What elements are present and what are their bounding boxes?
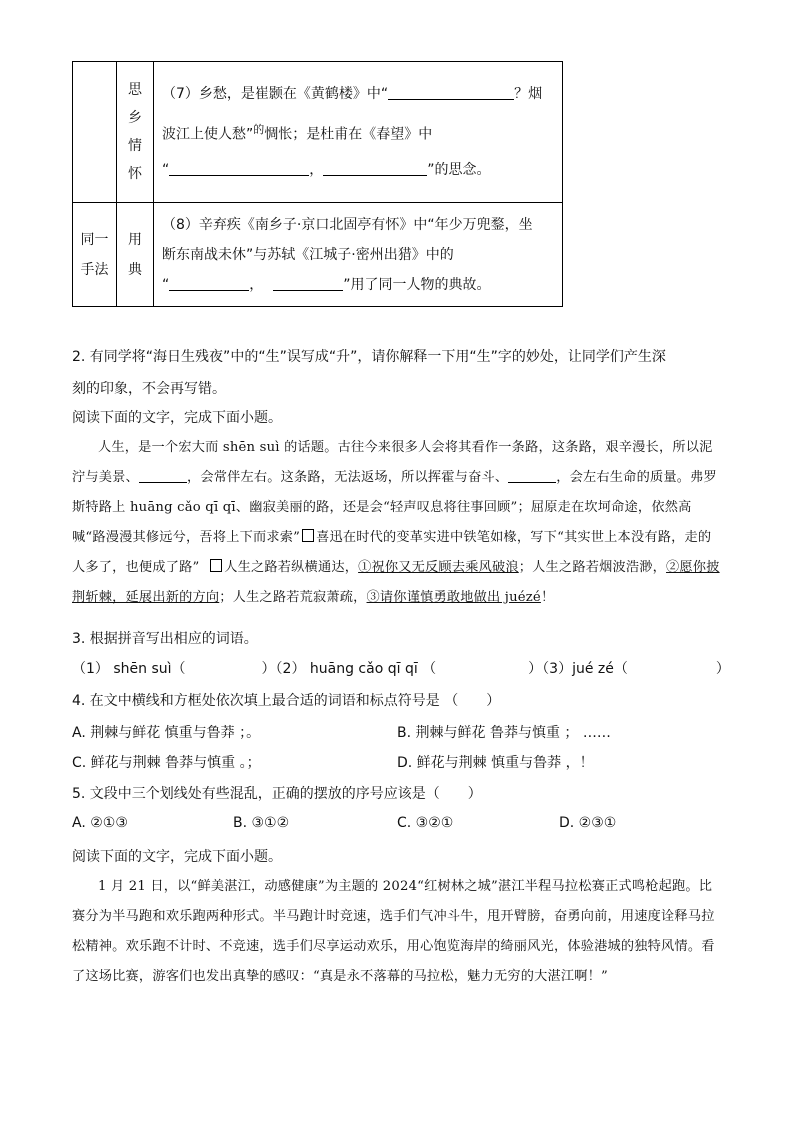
answer-blank[interactable] [169,274,249,291]
option-4d[interactable]: D. 鲜花与荆棘 慎重与鲁莽 ，！ [397,755,594,771]
question-2-line1: 2. 有同学将“海日生残夜”中的“生”误写成“升”，请你解释一下用“生”字的妙处，让同学们产生深 [72,349,666,365]
passage-blank-2[interactable] [508,466,556,483]
passage-blank-1[interactable] [139,466,187,483]
question-8-cell: （8）辛弃疾《南乡子·京口北固亭有怀》中“年少万兜鍪，坐 断东南战未休”与苏轼《江城子·密州出猎》中的 “ ， ”用了同一人物的典故。 [154,203,563,307]
underlined-sentence-1: ①祝你又无反顾去乘风破浪 [358,560,519,575]
option-5d[interactable]: D. ②③① [559,815,617,831]
answer-blank[interactable] [273,274,343,291]
question-5-title: 5. 文段中三个划线处有些混乱，正确的摆放的序号应该是（ ） [72,786,482,802]
type-cell-homesick: 思 乡 情 怀 [117,62,154,203]
question-3-items: （1） shēn suì（ ）（2） huāng cǎo qī qī （ ）（3）jué zé（ ） [72,661,730,677]
reading-instruction: 阅读下面的文字，完成下面小题。 [72,410,282,426]
reading-passage-2: 1 月 21 日，以“鲜美湛江，动感健康”为主题的 2024“红树林之城”湛江半程马拉松赛正式鸣枪起跑。比赛分为半马跑和欢乐跑两种形式。半马跑计时竞速，选手们气冲斗牛，甩开臂膀，奋勇向前，用速度诠释马拉松精神。欢乐跑不计时、不竞速，选手们尽享运动欢乐，用心饱览海岸的绮丽风光，体验港城的独特风情。看了这场比赛，游客们也发出真挚的感叹：“真是永不落幕的马拉松，魅力无穷的大湛江啊！” [72,879,715,984]
option-5a[interactable]: A. ②①③ [72,815,128,831]
underlined-sentence-3: ③请你谨慎勇敢地做出 juézé [366,590,541,605]
option-4b[interactable]: B. 荆棘与鲜花 鲁莽与慎重 ； …… [397,725,611,741]
option-4a[interactable]: A. 荆棘与鲜花 慎重与鲁莽 ；。 [72,725,261,741]
option-4c[interactable]: C. 鲜花与荆棘 鲁莽与慎重 。； [72,755,261,771]
table-row [73,62,563,203]
question-2-line2: 刻的印象，不会再写错。 [72,381,226,397]
reading-instruction-2: 阅读下面的文字，完成下面小题。 [72,849,282,865]
answer-blank[interactable] [323,159,427,176]
category-cell-same-technique: 同一 手法 [73,203,117,307]
poetry-table [72,61,563,307]
underlined-sentence-2: ②愿你披荆斩棘，延展出新的方向 [72,560,720,605]
table-row [73,203,563,307]
question-7-cell: （7）乡愁，是崔颢在《黄鹤楼》中“ ？烟 波江上使人愁”$^的$惆怅；是杜甫在《春望》中 “ ， ”的思念。 [154,62,563,203]
option-5c[interactable]: C. ③②① [397,815,454,831]
question-4-title: 4. 在文中横线和方框处依次填上最合适的词语和标点符号是 （ ） [72,693,501,709]
option-5b[interactable]: B. ③①② [233,815,290,831]
answer-blank[interactable] [388,83,514,100]
category-cell [73,62,117,203]
question-3-title: 3. 根据拼音写出相应的词语。 [72,631,258,647]
type-cell-allusion: 用 典 [117,203,154,307]
punctuation-box-1[interactable] [302,529,314,542]
answer-blank[interactable] [169,159,309,176]
reading-passage-1: 人生，是一个宏大而 shēn suì 的话题。古往今来很多人会将其看作一条路，这条路，艰辛漫长，所以泥泞与美景、 ，会常伴左右。这条路，无法返场，所以挥霍与奋斗、 ，会左右生命的质量。弗罗斯特路上 huāng cǎo qī qī、幽寂美丽的路，还是会“轻声叹息将往事回顾”；屈原走在坎坷命途，依然高喊“路漫漫其修远兮，吾将上下而求索” 喜迅在时代的变革实进中铁笔如椽，写下“其实世上本没有路，走的人多了，也便成了路” 人生之路若纵横通达，①祝你又无反顾去乘风破浪；人生之路若烟波浩渺，②愿你披荆斩棘，延展出新的方向；人生之路若荒寂萧疏，③请你谨慎勇敢地做出 juézé！ [72,440,720,605]
punctuation-box-2[interactable] [210,559,222,572]
